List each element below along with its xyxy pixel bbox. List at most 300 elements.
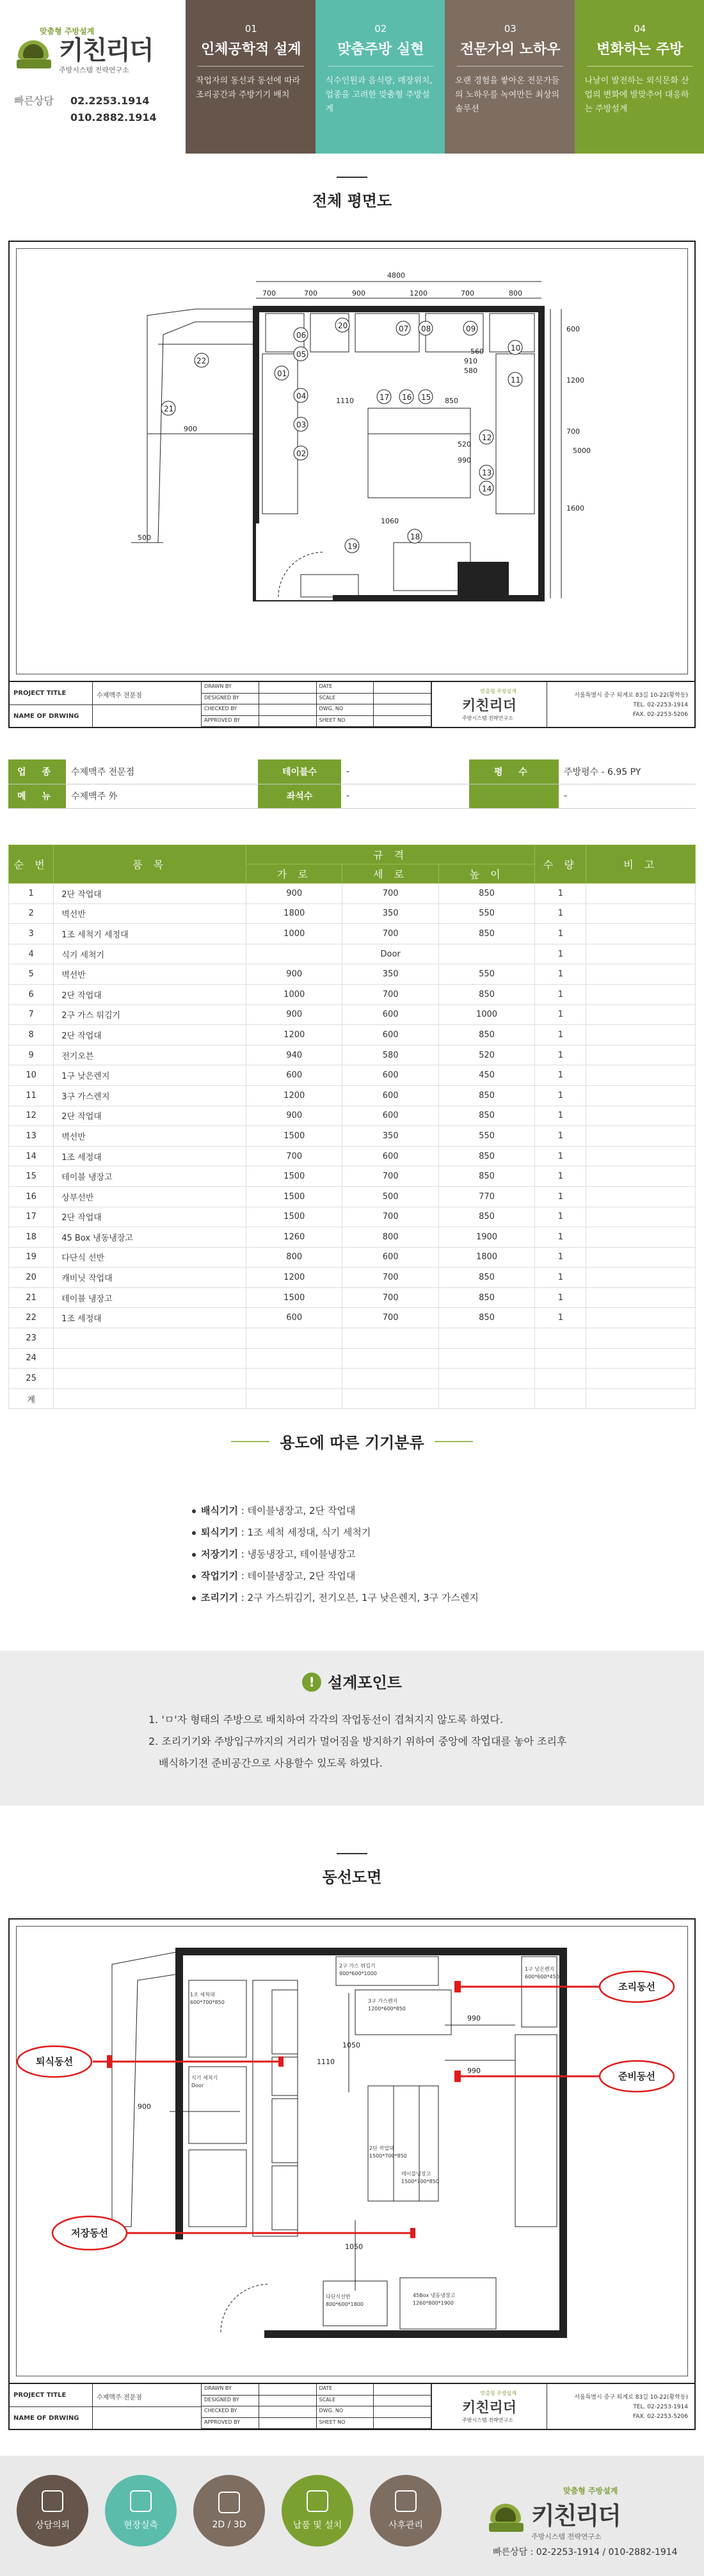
cell-width: 940 [246, 1045, 342, 1065]
flow-item-name: 3구 가스렌지 [368, 1998, 398, 2004]
feature-no: 04 [634, 23, 646, 35]
cell-no: 9 [9, 1045, 54, 1065]
classification-item: 퇴식기기 : 1조 세척 세정대, 식기 세척기 [192, 1525, 479, 1547]
flow-label-cook: 조리동선 [618, 1981, 655, 1992]
footer [0, 2456, 704, 2576]
table-row [9, 1308, 696, 1328]
cell-depth: 700 [342, 1207, 438, 1227]
cell-depth: 700 [342, 1287, 438, 1308]
table-row [9, 964, 696, 985]
install-button[interactable] [282, 2475, 353, 2547]
cell-width: 1000 [246, 984, 342, 1005]
cell-depth: 600 [342, 1106, 438, 1126]
aftercare-button[interactable] [370, 2475, 442, 2547]
th-size: 규 격 [246, 845, 535, 864]
footer-logo-subtitle: 주방시스템 전략연구소 [531, 2532, 602, 2541]
tb-cell: DWG. NO [317, 2406, 374, 2418]
equipment-spec-table [8, 845, 696, 1409]
tb-cell: DESIGNED BY [202, 2396, 259, 2407]
feature-no: 03 [504, 23, 516, 35]
design-point-2-cont: 배식하기전 준비공간으로 사용할수 있도록 하였다. [159, 1757, 383, 1769]
dim-top: 800 [509, 289, 522, 298]
dim-inner: 500 [138, 534, 151, 542]
cell-no: 3 [9, 924, 54, 944]
cell-name: 1구 낮은렌지 [54, 1065, 246, 1086]
cell-width [246, 944, 342, 964]
truck-icon [307, 2490, 328, 2512]
flow-dim: 990 [467, 2067, 481, 2075]
th-height: 높 이 [438, 864, 534, 884]
info-head: 메 뉴 [8, 784, 66, 808]
cell-depth: 700 [342, 924, 438, 944]
drawing-name-label: NAME OF DRWING [10, 2407, 93, 2430]
label-08: 08 [421, 324, 431, 333]
cell-qty: 1 [535, 1247, 586, 1268]
cell-name: 3구 가스렌지 [54, 1085, 246, 1106]
cell-name: 1조 세정대 [54, 1308, 246, 1328]
cell-depth: 500 [342, 1186, 438, 1207]
cell-name: 벽선반 [54, 1126, 246, 1147]
design-points [0, 1651, 704, 1806]
flow-item-name: 1구 낮은렌지 [525, 1966, 555, 1972]
survey-button[interactable] [105, 2475, 177, 2547]
cell-name: 1조 세척기 세정대 [54, 924, 246, 944]
consult-label: 상담의뢰 [35, 2520, 70, 2531]
table-row [9, 1247, 696, 1268]
cell-depth: 600 [342, 1025, 438, 1046]
feature-title: 전문가의 노하우 [460, 42, 561, 58]
dim-top: 900 [352, 289, 365, 298]
logo-tag: 맞춤형 주방설계 [40, 27, 95, 36]
table-row [9, 1186, 696, 1207]
dim-right: 1200 [566, 376, 584, 385]
quick-label: 빠른상담 [14, 95, 54, 107]
cell-width: 600 [246, 1308, 342, 1328]
cell-height: 850 [438, 884, 534, 904]
cell-name: 2단 작업대 [54, 884, 246, 904]
label-07: 07 [399, 324, 409, 333]
title-block-2 [10, 2383, 694, 2429]
tb-logo-tag: 맞춤형 주방설계 [480, 2390, 516, 2396]
cell-depth: 350 [342, 903, 438, 924]
cell-no: 14 [9, 1146, 54, 1166]
quick-contact [14, 93, 173, 126]
cell-width: 1200 [246, 1268, 342, 1288]
cell-height: 1800 [438, 1247, 534, 1268]
project-title-label: PROJECT TITLE [10, 682, 93, 704]
info-value: 주방평수 - 6.95 PY [559, 759, 696, 784]
tb-cell: DWG. NO [317, 704, 374, 716]
cell-note [586, 903, 696, 924]
tb-cell: SCALE [317, 2396, 374, 2407]
cell-depth: 350 [342, 964, 438, 985]
cell-width: 1200 [246, 1025, 342, 1046]
classification-item: 저장기기 : 냉동냉장고, 테이블냉장고 [192, 1547, 479, 1569]
dim-right: 600 [566, 325, 580, 333]
cell-no: 16 [9, 1186, 54, 1207]
cell-width: 800 [246, 1247, 342, 1268]
consult-button[interactable] [17, 2475, 88, 2547]
dim-inner: 580 [464, 367, 477, 375]
tb-tel: TEL. 02-2253-1914 [633, 2404, 688, 2410]
cell-height: 850 [438, 1146, 534, 1166]
cell-qty: 1 [535, 1106, 586, 1126]
cell-qty: 1 [535, 1268, 586, 1288]
feature-card-4 [575, 0, 704, 154]
cell-depth [342, 1348, 438, 1369]
cell-height: 850 [438, 1166, 534, 1187]
flow-item-name: 2구 가스 튀김기 [339, 1963, 376, 1969]
floor-plan-drawing [10, 242, 694, 677]
cell-note [586, 1388, 696, 1409]
cell-no: 19 [9, 1247, 54, 1268]
cell-height [438, 1388, 534, 1409]
design-2d3d-label: 2D / 3D [212, 2520, 246, 2530]
logo-name: 키친리더 [59, 36, 153, 65]
dim-inner: 1110 [336, 397, 354, 405]
table-row [9, 1085, 696, 1106]
cell-note [586, 1126, 696, 1147]
cell-height: 770 [438, 1186, 534, 1207]
table-row [9, 1369, 696, 1389]
tb-cell: APPROVED BY [202, 2418, 259, 2429]
dim-inner: 990 [458, 456, 471, 465]
tb-cell: CHECKED BY [202, 2406, 259, 2418]
cell-note [586, 944, 696, 964]
cell-no: 13 [9, 1126, 54, 1147]
flow-heading [0, 1830, 704, 1887]
dim-top: 1200 [410, 289, 428, 298]
label-11: 11 [511, 376, 521, 385]
cell-name: 벽선반 [54, 964, 246, 985]
cell-width: 900 [246, 1106, 342, 1126]
footer-logo[interactable] [486, 2485, 620, 2541]
survey-label: 현장실측 [123, 2520, 159, 2531]
table-row [9, 1106, 696, 1126]
cell-no: 23 [9, 1328, 54, 1349]
cell-width: 1800 [246, 903, 342, 924]
cell-name: 2단 작업대 [54, 1106, 246, 1126]
phone-2[interactable]: 010.2882.1914 [70, 111, 157, 123]
cell-note [586, 1207, 696, 1227]
flow-dim: 700 [483, 1948, 497, 1957]
label-20: 20 [338, 321, 348, 330]
header [0, 0, 704, 154]
info-value: - [559, 784, 696, 808]
table-row [9, 1126, 696, 1147]
cell-depth [342, 1328, 438, 1349]
ruler-icon [218, 2492, 240, 2513]
cell-width [246, 1369, 342, 1389]
tb-cell: CHECKED BY [202, 704, 259, 716]
tb-address: 서울특별시 중구 퇴계로 83길 10-22(황학동) [574, 2394, 688, 2401]
spec-rows [9, 884, 696, 1409]
tb-cell: DRAWN BY [202, 682, 259, 694]
cell-no: 12 [9, 1106, 54, 1126]
cell-width [246, 1328, 342, 1349]
cell-no: 계 [9, 1388, 54, 1409]
dim-inner: 1060 [381, 517, 399, 525]
info-value: - [341, 759, 469, 784]
cell-name: 다단식 선반 [54, 1247, 246, 1268]
project-title-label: PROJECT TITLE [10, 2384, 93, 2406]
tb-logo-subtitle: 주방시스템 전략연구소 [461, 715, 513, 721]
cell-name [54, 1328, 246, 1349]
footer-logo-tag: 맞춤형 주방설계 [563, 2486, 618, 2495]
cell-note [586, 1287, 696, 1308]
info-head [469, 784, 559, 808]
label-18: 18 [410, 532, 420, 541]
flow-item-name: 1조 세척대 [190, 1992, 215, 1998]
cell-width: 600 [246, 1065, 342, 1086]
cell-depth: 580 [342, 1045, 438, 1065]
cell-note [586, 1369, 696, 1389]
table-row [9, 1348, 696, 1369]
dim-right: 1600 [566, 504, 584, 513]
cell-qty: 1 [535, 984, 586, 1005]
dim-top: 700 [262, 289, 276, 298]
cell-width: 1500 [246, 1287, 342, 1308]
brand-area [0, 0, 186, 154]
cell-note [586, 1065, 696, 1086]
cell-no: 7 [9, 1005, 54, 1025]
cell-name: 2구 가스 튀김기 [54, 1005, 246, 1025]
dim-right: 5000 [573, 447, 591, 455]
table-row [9, 1025, 696, 1046]
title-block-address [547, 2384, 694, 2429]
equipment-labels [161, 318, 522, 553]
cell-note [586, 924, 696, 944]
house-icon [130, 2490, 152, 2512]
chef-hat-icon [14, 40, 54, 71]
tb-logo-subtitle: 주방시스템 전략연구소 [461, 2417, 513, 2423]
classification-title: 용도에 따른 기기분류 [280, 1434, 424, 1452]
label-10: 10 [511, 344, 521, 353]
flow-dim: 900 [138, 2103, 151, 2111]
cell-depth: 600 [342, 1005, 438, 1025]
classification-heading [0, 1430, 704, 1452]
cell-width [246, 1388, 342, 1409]
label-16: 16 [402, 393, 412, 402]
floor-plan-heading [0, 154, 704, 211]
title-block-address [547, 682, 694, 727]
label-22: 22 [196, 356, 207, 365]
info-value: - [341, 784, 469, 808]
design-point-2: 2. 조리기기와 주방입구까지의 거리가 멀어짐을 방지하기 위하여 중앙에 작업대를 놓아 조리후 [148, 1735, 567, 1747]
info-head: 좌석수 [258, 784, 341, 808]
cell-no: 24 [9, 1348, 54, 1369]
tb-cell: SCALE [317, 694, 374, 705]
label-19: 19 [348, 542, 358, 551]
flow-item-name: 2단 작업대 [369, 2145, 394, 2151]
cell-depth: 700 [342, 1166, 438, 1187]
flow-label-prep: 준비동선 [618, 2071, 655, 2082]
cell-width: 1500 [246, 1166, 342, 1187]
cell-qty: 1 [535, 964, 586, 985]
cell-no: 4 [9, 944, 54, 964]
cell-qty: 1 [535, 1085, 586, 1106]
cell-height: 850 [438, 1085, 534, 1106]
cell-note [586, 964, 696, 985]
th-name: 품 목 [54, 845, 246, 884]
cell-depth: 600 [342, 1065, 438, 1086]
table-row [9, 1146, 696, 1166]
cell-width [246, 1348, 342, 1369]
cell-width: 1500 [246, 1207, 342, 1227]
cell-depth: Door [342, 944, 438, 964]
cell-height: 850 [438, 1025, 534, 1046]
classification-item: 조리기기 : 2구 가스튀김기, 전기오븐, 1구 낮은렌지, 3구 가스렌지 [192, 1591, 479, 1612]
cell-qty: 1 [535, 1045, 586, 1065]
footer-tel[interactable]: 빠른상담 : 02-2253-1914 / 010-2882-1914 [493, 2547, 678, 2557]
cell-depth: 700 [342, 1308, 438, 1328]
info-value: 수제맥주 外 [66, 784, 258, 808]
cell-qty [535, 1328, 586, 1349]
feature-no: 02 [374, 23, 387, 35]
cell-width: 1200 [246, 1085, 342, 1106]
cell-width: 900 [246, 884, 342, 904]
cell-name: 식기 세척기 [54, 944, 246, 964]
flow-label-serve: 퇴식동선 [36, 2056, 73, 2067]
tb-cell: DESIGNED BY [202, 694, 259, 705]
phone-1[interactable]: 02.2253.1914 [70, 95, 150, 107]
label-12: 12 [482, 433, 492, 442]
title-block-logo [432, 2384, 547, 2429]
cell-height: 1900 [438, 1227, 534, 1248]
cell-qty: 1 [535, 1308, 586, 1328]
flow-title: 동선도면 [322, 1868, 382, 1886]
dim-right: 700 [566, 427, 580, 436]
cell-note [586, 984, 696, 1005]
flow-item-spec: 1260*800*1900 [413, 2300, 454, 2306]
flow-item-name: 45Box 냉동냉장고 [413, 2293, 456, 2298]
th-qty: 수 량 [535, 845, 586, 884]
cell-note [586, 1247, 696, 1268]
cell-width: 1500 [246, 1186, 342, 1207]
cell-name: 1조 세정대 [54, 1146, 246, 1166]
cell-note [586, 1186, 696, 1207]
cell-height: 520 [438, 1045, 534, 1065]
tb-address: 서울특별시 중구 퇴계로 83길 10-22(황학동) [574, 692, 688, 699]
table-row [9, 984, 696, 1005]
feature-desc: 오랜 경험을 쌓아온 전문가들의 노하우를 녹여만든 최상의 솔루션 [455, 76, 560, 114]
tb-cell: SHEET NO [317, 716, 374, 727]
cell-height: 550 [438, 1126, 534, 1147]
tb-logo-name: 키친리더 [461, 2399, 516, 2416]
feature-title: 인체공학적 설계 [201, 42, 301, 58]
dim-inner: 520 [458, 440, 471, 449]
table-row [9, 1287, 696, 1308]
th-note: 비 고 [586, 845, 696, 884]
cell-note [586, 884, 696, 904]
flow-dim: 990 [467, 2014, 481, 2023]
table-row [9, 1207, 696, 1227]
cell-height: 850 [438, 1308, 534, 1328]
cell-depth: 600 [342, 1146, 438, 1166]
label-04: 04 [296, 392, 307, 401]
cell-name: 2단 작업대 [54, 984, 246, 1005]
table-row [9, 1045, 696, 1065]
dim-top: 700 [304, 289, 317, 298]
cell-qty: 1 [535, 1126, 586, 1147]
clipboard-icon [42, 2490, 63, 2512]
design-2d3d-button[interactable] [193, 2475, 265, 2547]
tb-cell: DATE [317, 682, 374, 694]
cell-name: 테이블 냉장고 [54, 1287, 246, 1308]
flow-item-name: 다단식선반 [326, 2294, 351, 2300]
tb-fax: FAX. 02-2253-5206 [632, 712, 688, 718]
table-row [9, 884, 696, 904]
store-info-table [8, 759, 696, 809]
title-block [10, 681, 694, 727]
cell-depth [342, 1388, 438, 1409]
cell-note [586, 1025, 696, 1046]
exclamation-icon: ! [302, 1673, 321, 1692]
cell-qty: 1 [535, 924, 586, 944]
th-depth: 세 로 [342, 864, 438, 884]
flow-dim: 1050 [345, 2243, 363, 2251]
cell-name: 캐비닛 작업대 [54, 1268, 246, 1288]
table-row [9, 1388, 696, 1409]
cell-height: 850 [438, 984, 534, 1005]
dim-4800: 4800 [387, 271, 405, 280]
cell-no: 6 [9, 984, 54, 1005]
cell-height [438, 1369, 534, 1389]
cell-note [586, 1166, 696, 1187]
cell-no: 1 [9, 884, 54, 904]
cell-width: 1500 [246, 1126, 342, 1147]
info-value: 수제맥주 전문점 [66, 759, 258, 784]
flow-dim: 1110 [317, 2058, 335, 2066]
project-title: 수제맥주 전문점 [97, 692, 142, 699]
flow-item-spec: 600*700*850 [190, 2000, 225, 2005]
cell-height: 850 [438, 1106, 534, 1126]
tb-cell: DRAWN BY [202, 2384, 259, 2396]
dim-inner: 560 [470, 347, 484, 356]
feature-title: 맞춤주방 실현 [337, 42, 424, 58]
cell-depth: 700 [342, 1268, 438, 1288]
flow-item-name: 식기 세척기 [191, 2075, 218, 2081]
cell-note [586, 1106, 696, 1126]
label-15: 15 [421, 393, 431, 402]
flow-item-spec: 1200*600*850 [368, 2006, 406, 2012]
flow-frame [8, 1918, 696, 2430]
table-row [9, 1328, 696, 1349]
cell-no: 15 [9, 1166, 54, 1187]
classification-item: 배식기기 : 테이블냉장고, 2단 작업대 [192, 1504, 479, 1525]
table-row [9, 1227, 696, 1248]
label-06: 06 [296, 331, 307, 340]
label-17: 17 [380, 393, 390, 402]
floor-plan-frame [8, 241, 696, 728]
cell-depth: 350 [342, 1126, 438, 1147]
aftercare-label: 사후관리 [388, 2520, 424, 2531]
flow-label-store: 저장동선 [71, 2227, 108, 2239]
logo[interactable] [14, 36, 173, 75]
cell-no: 10 [9, 1065, 54, 1086]
label-14: 14 [482, 484, 492, 493]
feature-title: 변화하는 주방 [596, 42, 684, 58]
cell-name [54, 1369, 246, 1389]
cell-height [438, 944, 534, 964]
label-01: 01 [277, 369, 287, 378]
cell-qty [535, 1348, 586, 1369]
feature-card-1 [186, 0, 316, 154]
cell-note [586, 1227, 696, 1248]
cell-note [586, 1268, 696, 1288]
cell-name: 45 Box 냉동냉장고 [54, 1227, 246, 1248]
table-row [9, 903, 696, 924]
